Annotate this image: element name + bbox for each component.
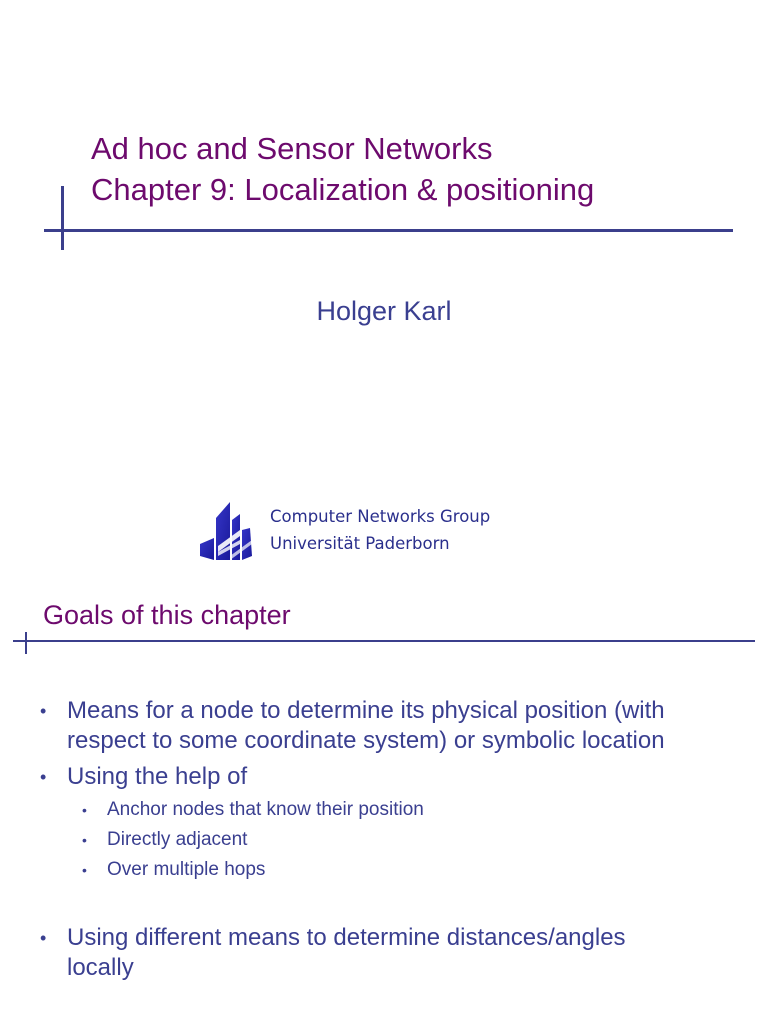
bullet-dot-icon: •: [40, 767, 47, 787]
university-paderborn-logo-icon: [200, 500, 252, 560]
org-line1: Computer Networks Group: [270, 507, 491, 526]
sub-bullet-dot-icon: •: [82, 862, 87, 878]
slide2-title: Goals of this chapter: [43, 600, 291, 630]
sub-bullet-dot-icon: •: [82, 802, 87, 818]
slide2-rule-vertical: [25, 632, 27, 654]
content-slide: Goals of this chapter • Means for a node to determine its physical position (with respect to some coordinate system) or symbolic location • Using the help of • Anchor nodes that know their position • Directly adjacent • Over multiple hops • Using different means to determine distances/angles locally: [0, 590, 768, 1024]
bullet-dot-icon: •: [40, 928, 47, 948]
org-line2: Universität Paderborn: [270, 534, 450, 553]
slide-title-line2: Chapter 9: Localization & positioning: [91, 172, 595, 207]
author-name: Holger Karl: [316, 296, 452, 326]
title-rule-vertical: [61, 186, 64, 250]
bullet-dot-icon: •: [40, 701, 47, 721]
sub-bullet-dot-icon: •: [82, 832, 87, 848]
slide-title-line1: Ad hoc and Sensor Networks: [91, 131, 493, 166]
title-rule-horizontal: [44, 229, 733, 232]
slide2-rule-horizontal: [13, 640, 755, 642]
